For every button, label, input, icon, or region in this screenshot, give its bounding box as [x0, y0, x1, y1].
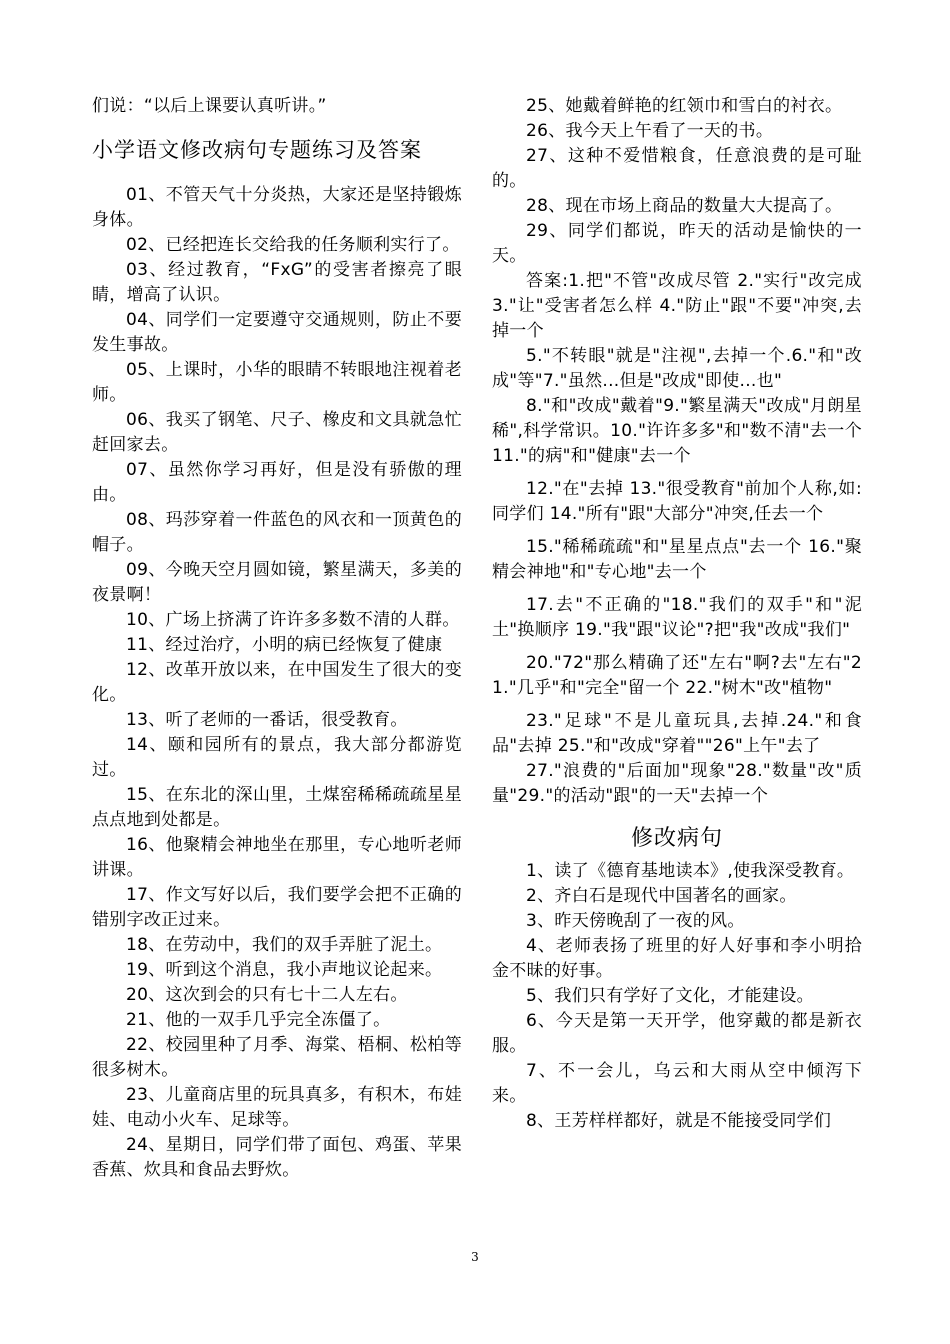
exercise-item: 5、我们只有学好了文化，才能建设。	[526, 986, 814, 1006]
exercise-item: 10、广场上挤满了许许多多数不清的人群。	[126, 610, 460, 630]
answer-item: 答案:1.把"不管"改成尽管 2."实行"改完成 3."让"受害者怎么样 4."防止"跟"不要"冲突,去掉一个	[492, 271, 862, 341]
exercise-item: 08、玛莎穿着一件蓝色的风衣和一顶黄色的帽子。	[92, 510, 462, 555]
exercise-list-2	[492, 859, 862, 1134]
exercise-item: 25、她戴着鲜艳的红领巾和雪白的衬衣。	[526, 96, 843, 116]
exercise-item: 11、经过治疗，小明的病已经恢复了健康	[126, 635, 443, 655]
exercise-item: 16、他聚精会神地坐在那里，专心地听老师讲课。	[92, 835, 462, 880]
exercise-item: 04、同学们一定要遵守交通规则，防止不要发生事故。	[92, 310, 462, 355]
exercise-item: 07、虽然你学习再好，但是没有骄傲的理由。	[92, 460, 462, 505]
exercise-item: 03、经过教育，“FxG”的受害者擦亮了眼睛，增高了认识。	[92, 260, 462, 305]
exercise-item: 13、听了老师的一番话，很受教育。	[126, 710, 408, 730]
exercise-item: 26、我今天上午看了一天的书。	[526, 121, 774, 141]
exercise-item: 12、改革开放以来，在中国发生了很大的变化。	[92, 660, 462, 705]
exercise-item: 02、已经把连长交给我的任务顺利实行了。	[126, 235, 460, 255]
exercise-item: 09、今晚天空月圆如镜，繁星满天，多美的夜景啊！	[92, 560, 462, 605]
exercise-item: 06、我买了钢笔、尺子、橡皮和文具就急忙赶回家去。	[92, 410, 462, 455]
answer-item: 5."不转眼"就是"注视",去掉一个.6."和"改成"等"7."虽然...但是"改成"即使...也"	[492, 346, 862, 391]
exercise-list-left	[92, 183, 462, 1183]
exercise-item: 17、作文写好以后，我们要学会把不正确的错别字改正过来。	[92, 885, 462, 930]
answer-list	[492, 269, 862, 809]
exercise-item: 6、今天是第一天开学，他穿戴的都是新衣服。	[492, 1011, 862, 1056]
exercise-list-right	[492, 94, 862, 269]
exercise-item: 28、现在市场上商品的数量大大提高了。	[526, 196, 843, 216]
exercise-item: 7、不一会儿，乌云和大雨从空中倾泻下来。	[492, 1061, 862, 1106]
exercise-item: 18、在劳动中，我们的双手弄脏了泥土。	[126, 935, 443, 955]
exercise-item: 15、在东北的深山里，土煤窑稀稀疏疏星星点点地到处都是。	[92, 785, 462, 830]
exercise-item: 21、他的一双手几乎完全冻僵了。	[126, 1010, 391, 1030]
exercise-item: 19、听到这个消息，我小声地议论起来。	[126, 960, 443, 980]
exercise-item: 2、齐白石是现代中国著名的画家。	[526, 886, 797, 906]
exercise-item: 05、上课时，小华的眼睛不转眼地注视着老师。	[92, 360, 462, 405]
answer-item: 12."在"去掉 13."很受教育"前加个人称,如:同学们 14."所有"跟"大部分"冲突,任去一个	[492, 479, 862, 524]
answer-item: 20."72"那么精确了还"左右"啊?去"左右"21."几乎"和"完全"留一个 22."树木"改"植物"	[492, 653, 862, 698]
exercise-item: 3、昨天傍晚刮了一夜的风。	[526, 911, 745, 931]
exercise-item: 1、读了《德育基地读本》,使我深受教育。	[526, 861, 855, 881]
left-column	[92, 94, 462, 1183]
answer-item: 17.去"不正确的"18."我们的双手"和"泥土"换顺序 19."我"跟"议论"?把"我"改成"我们"	[492, 595, 862, 640]
exercise-item: 27、这种不爱惜粮食，任意浪费的是可耻的。	[492, 146, 862, 191]
section-title-2: 修改病句	[630, 826, 723, 851]
exercise-item: 22、校园里种了月季、海棠、梧桐、松柏等很多树木。	[92, 1035, 462, 1080]
answer-item: 15."稀稀疏疏"和"星星点点"去一个 16."聚精会神地"和"专心地"去一个	[492, 537, 862, 582]
exercise-item: 24、星期日，同学们带了面包、鸡蛋、苹果香蕉、炊具和食品去野炊。	[92, 1135, 462, 1180]
intro-line: 们说：“以后上课要认真听讲。”	[92, 96, 327, 116]
answer-item: 23."足球"不是儿童玩具,去掉.24."和食品"去掉 25."和"改成"穿着""26"上午"去了	[492, 711, 862, 756]
exercise-item: 29、同学们都说，昨天的活动是愉快的一天。	[492, 221, 862, 266]
answer-item: 27."浪费的"后面加"现象"28."数量"改"质量"29."的活动"跟"的一天"去掉一个	[492, 761, 862, 806]
right-column	[492, 94, 862, 1134]
page-number: 3	[471, 1250, 479, 1264]
answer-item: 8."和"改成"戴着"9."繁星满天"改成"月朗星稀",科学常识。10."许许多多"和"数不清"去一个 11."的病"和"健康"去一个	[492, 396, 862, 466]
exercise-item: 4、老师表扬了班里的好人好事和李小明拾金不昧的好事。	[492, 936, 862, 981]
exercise-item: 8、王芳样样都好，就是不能接受同学们	[526, 1111, 832, 1131]
exercise-item: 14、颐和园所有的景点，我大部分都游览过。	[92, 735, 462, 780]
exercise-item: 20、这次到会的只有七十二人左右。	[126, 985, 408, 1005]
exercise-item: 23、儿童商店里的玩具真多，有积木，布娃娃、电动小火车、足球等。	[92, 1085, 462, 1130]
exercise-item: 01、不管天气十分炎热，大家还是坚持锻炼身体。	[92, 185, 462, 230]
section-title: 小学语文修改病句专题练习及答案	[92, 138, 422, 162]
